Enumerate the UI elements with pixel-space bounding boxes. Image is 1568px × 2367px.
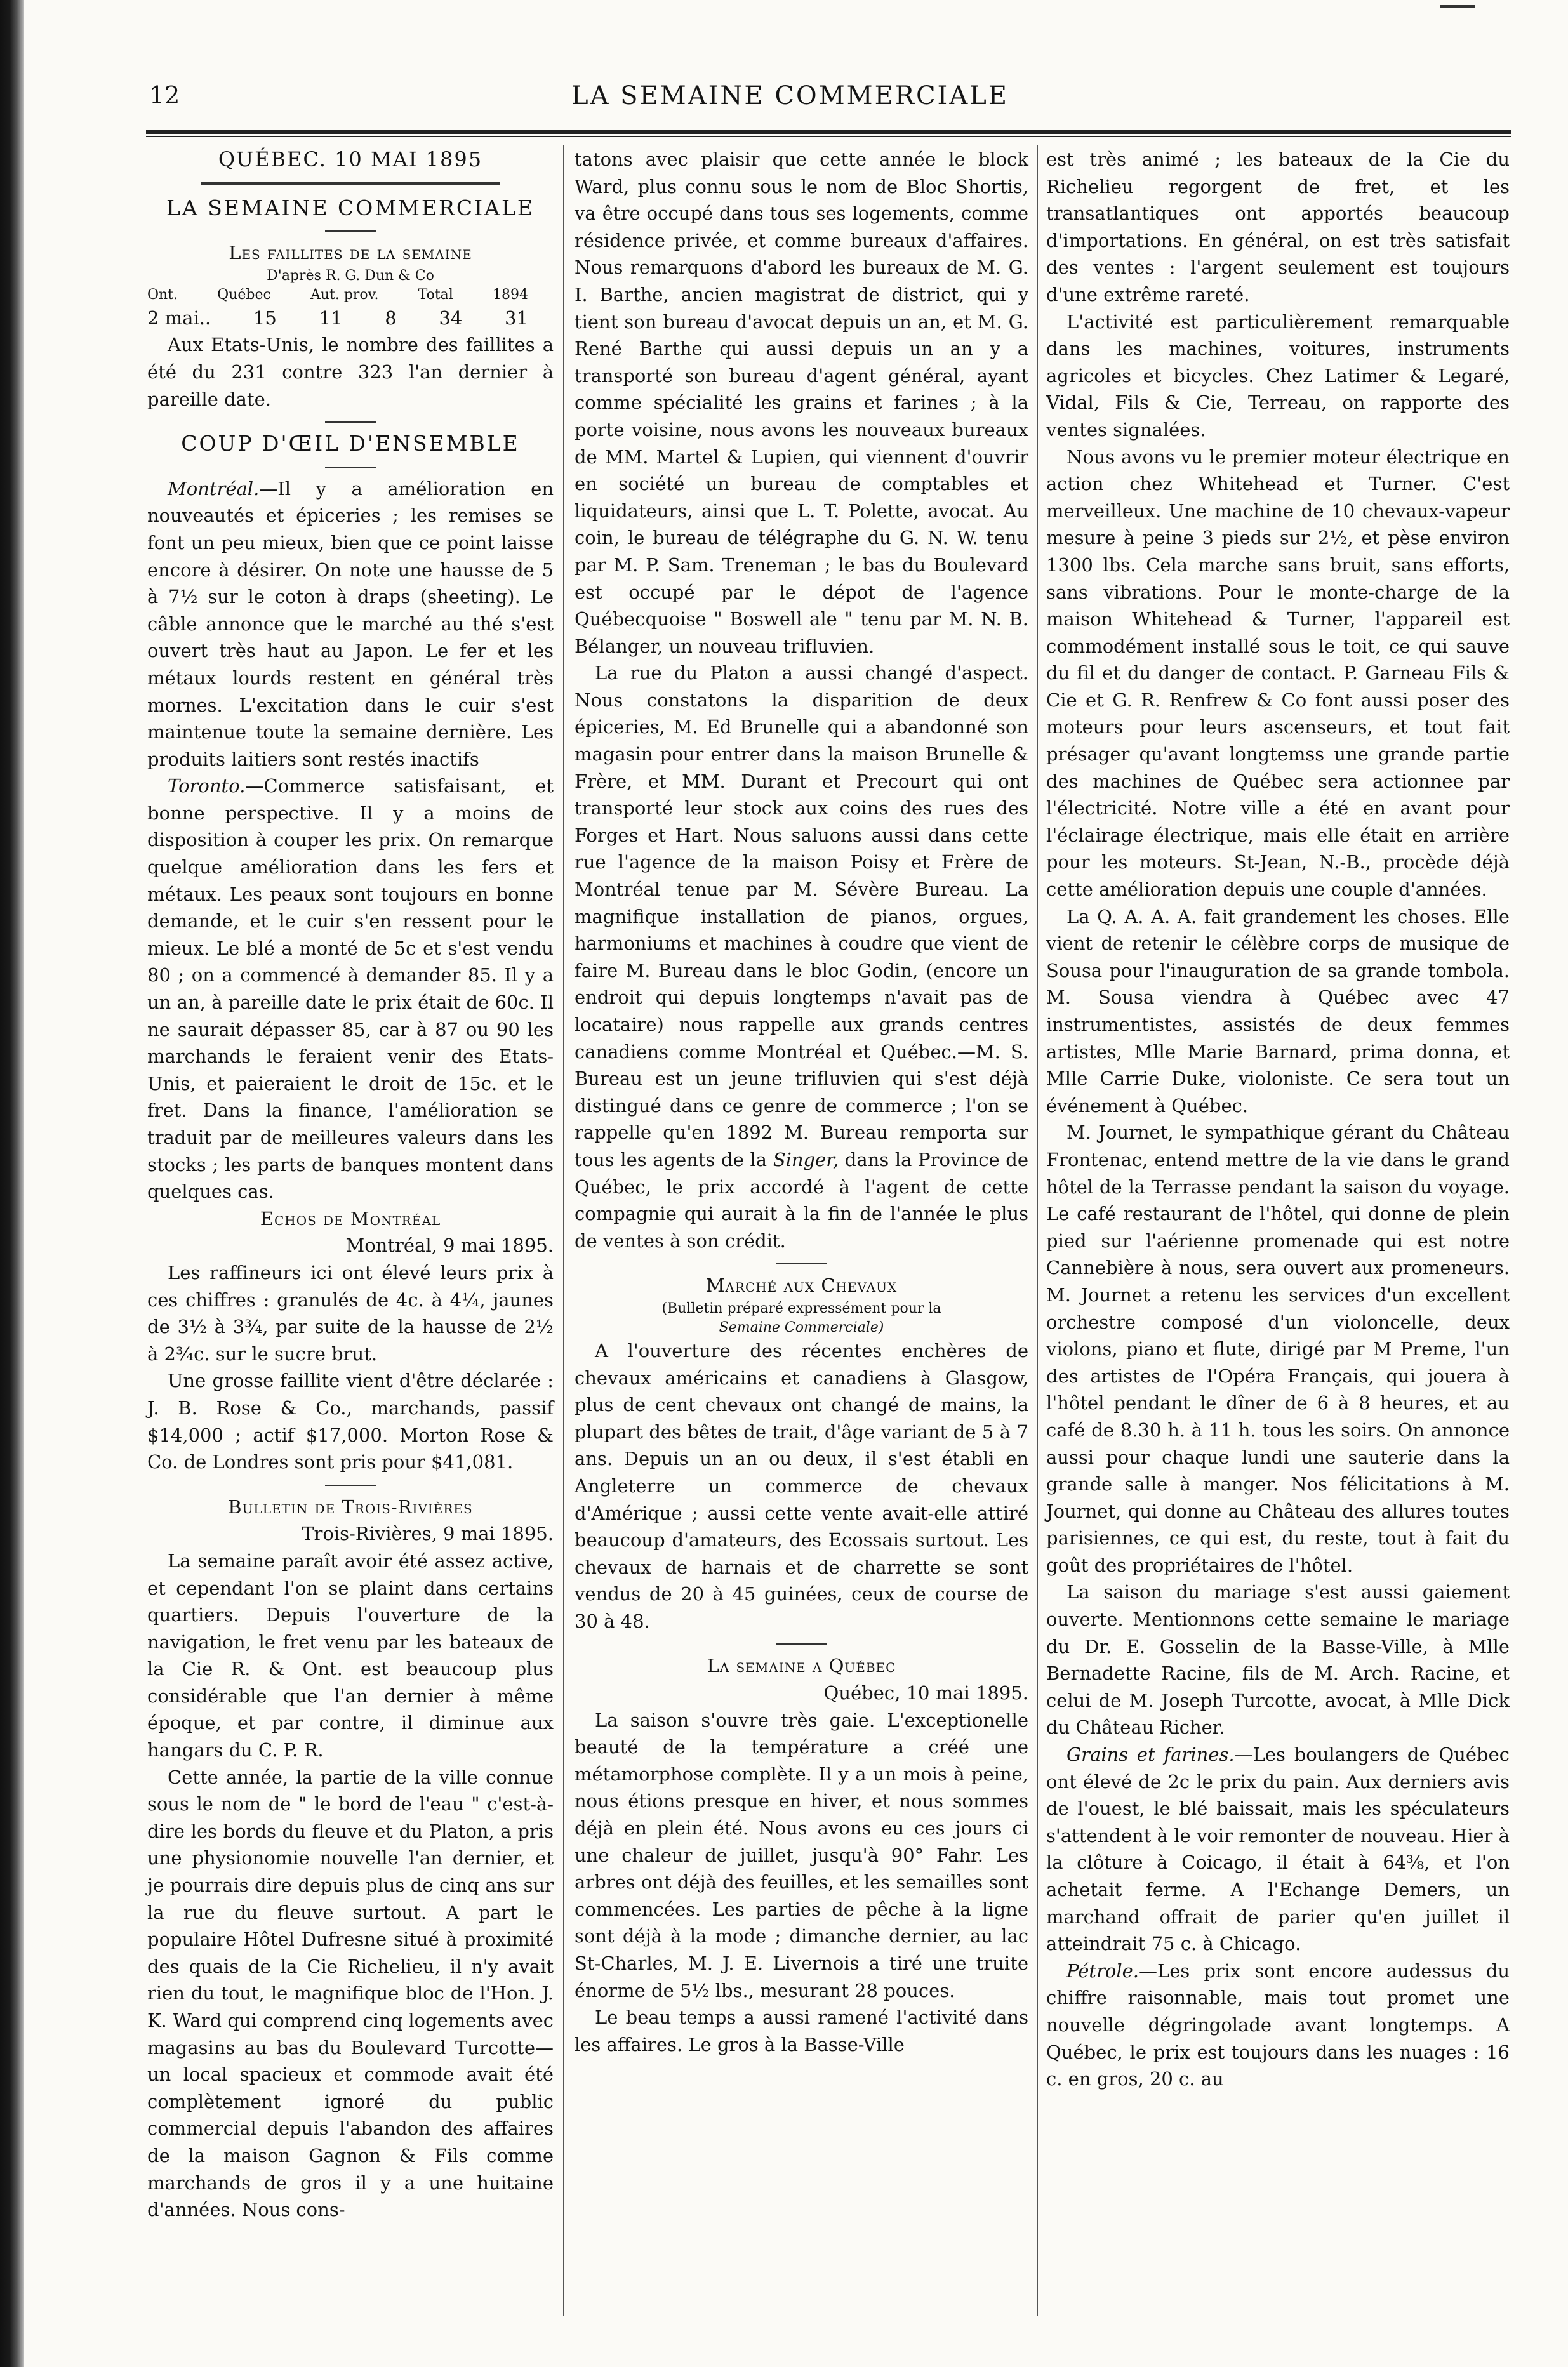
paragraph: M. Journet, le sympathique gérant du Château Frontenac, entend mettre de la vie dans le grand hôtel de la Terrasse pendant la saison du voyage. Le café restaurant de l'hôtel, qui donne de plein pied sur l'aérienne promenade qui est notre Cannebière à nous, sera ouvert aux promeneurs. M. Journet a retenu les services d'un excellent orchestre composé d'un violoncelle, deux violons, piano et flute, dirigé par M Preme, l'un des artistes de l'Opéra Français, qui jouera à l'hôtel pendant le dîner de 6 à 8 heures, et au café de 8.30 h. à 11 h. tous les soirs. On annonce aussi pour chaque lundi une sauterie dans la grande salle à manger. Nos félicitations à M. Journet, qui donne au Château des allures toutes parisiennes, ce qui est, du reste, tout à fait du goût des propriétaires de l'hôtel. xyxy=(1046,1122,1510,1576)
run-in-head: Montréal. xyxy=(168,477,260,500)
column-2 xyxy=(575,146,1028,2058)
running-head: LA SEMAINE COMMERCIALE xyxy=(571,81,1009,110)
paragraph: La rue du Platon a aussi changé d'aspect. Nous constatons la disparition de deux épiceries, M. Ed Brunelle qui a abandonné son magasin pour entrer dans la maison Brunelle & Frère, et MM. Durant et Precourt qui ont transporté leur stock aux coins des rues des Forges et Hart. Nous saluons aussi dans cette rue l'agence de la maison Poisy et Frère de Montréal tenue par M. Sévère Bureau. La magnifique installation de pianos, orgues, harmoniums et machines à coudre que vient de faire M. Bureau dans le bloc Godin, (encore un endroit qui depuis longtemps n'avait pas de locataire) nous rappelle aux grands centres canadiens comme Montréal et Québec.—M. S. Bureau est un jeune trifluvien qui s'est déjà distingué dans ce genre de commerce ; l'on se rappelle qu'en 1892 M. Bureau remporta sur tous les agents de la Singer, dans la Province de Québec, le prix accordé à l'agent de cette compagnie qui aurait à la fin de l'année le plus de ventes à son crédit. xyxy=(575,662,1029,1252)
divider xyxy=(325,467,376,468)
paragraph: Cette année, la partie de la ville connue sous le nom de " le bord de l'eau " c'est-à-dire les bords du fleuve et du Platon, a pris une physionomie nouvelle l'an dernier, et je pourrais dire depuis plus de cinq ans sur la rue du fleuve surtout. A part le populaire Hôtel Dufresne situé à proximité des quais de la Cie Richelieu, il n'y avait rien du tout, le magnifique bloc de l'Hon. J. K. Ward qui comprend cinq logements avec magasins au bas du Boulevard Turcotte—un local spacieux et commode avait été complètement ignoré du public commercial depuis l'abandon des affaires de la maison Gagnon & Fils comme marchands de gros il y a une huitaine d'années. Nous cons- xyxy=(147,1766,554,2221)
divider xyxy=(325,230,376,232)
scan-edge xyxy=(0,0,24,2367)
scan-mark xyxy=(1440,5,1475,8)
divider xyxy=(776,1263,827,1264)
divider xyxy=(776,1643,827,1645)
paragraph: Nous avons vu le premier moteur électrique en action chez Whitehead et Turner. C'est merveilleux. Une machine de 10 chevaux-vapeur mesure à peine 3 pieds sur 2½, et pèse environ 1300 lbs. Cela marche sans bruit, sans efforts, sans vibrations. Pour le monte-charge de la maison Whitehead & Turner, l'appareil est commodément installé sous le toit, ce qui sauve du fil et du danger de contact. P. Garneau Fils & Cie et G. R. Renfrew & Co font aussi poser des moteurs pour leurs ascenseurs, et tout fait présager qu'avant longtemss une grande partie des machines de Québec sera actionnee par l'électricité. Notre ville a été en avant pour l'éclairage électrique, mais elle était en arrière pour les moteurs. St-Jean, N.-B., procède déjà cette amélioration depuis une couple d'années. xyxy=(1046,446,1510,901)
failures-col: 1894 xyxy=(492,286,528,303)
section-title: Marché aux Chevaux xyxy=(705,1275,898,1297)
failures-col: Total xyxy=(418,286,453,303)
column-rule xyxy=(1037,145,1038,2316)
failures-value: 8 xyxy=(385,307,397,329)
section-title: Bulletin de Trois-Rivières xyxy=(228,1495,473,1518)
failures-date: 2 mai.. xyxy=(147,307,211,329)
section-title: COUP D'ŒIL D'ENSEMBLE xyxy=(181,431,520,456)
divider xyxy=(325,421,376,423)
emphasis: Singer, xyxy=(773,1148,839,1170)
run-in-head: Grains et farines. xyxy=(1066,1744,1235,1766)
section-subtitle: Semaine Commerciale) xyxy=(719,1319,884,1336)
failures-col: Québec xyxy=(217,286,271,303)
failures-value: 34 xyxy=(439,307,463,329)
paragraph: Aux Etats-Unis, le nombre des faillites a été du 231 contre 323 l'an dernier à pareille date. xyxy=(147,334,554,410)
masthead: LA SEMAINE COMMERCIALE xyxy=(166,195,535,220)
column-rule xyxy=(563,145,564,2316)
column-3 xyxy=(1046,146,1510,2093)
paragraph: Toronto.—Commerce satisfaisant, et bonne perspective. Il y a moins de disposition à couper les prix. On remarque quelque amélioration dans les fers et métaux. Les peaux sont toujours en bonne demande, et le cuir s'en ressent pour le mieux. Le blé a monté de 5c et s'est vendu 80 ; on a commencé à demander 85. Il y a un an, à pareille date le prix était de 60c. Il ne saurait dépasser 85, car à 87 ou 90 les marchands le feraient venir des Etats-Unis, et paieraient le droit de 15c. et le fret. Dans la finance, l'amélioration se traduit par de meilleures valeurs dans les stocks ; les parts de banques montent dans quelques cas. xyxy=(147,775,554,1203)
dateline: QUÉBEC. 10 MAI 1895 xyxy=(218,147,483,171)
section-title: Echos de Montréal xyxy=(260,1207,441,1230)
paragraph: Pétrole.—Les prix sont encore audessus du chiffre raisonnable, mais tout promet une nouvelle dégringolade avant longtemps. A Québec, le prix est toujours dans les nuages : 16 c. en gros, 20 c. au xyxy=(1046,1959,1510,2090)
failures-data-row xyxy=(147,305,554,332)
failures-col: Ont. xyxy=(147,286,178,303)
double-rule xyxy=(201,182,500,185)
run-in-head: Pétrole. xyxy=(1066,1959,1139,1982)
failures-value: 31 xyxy=(505,307,528,329)
run-in-head: Toronto. xyxy=(168,775,246,797)
paragraph: Grains et farines.—Les boulangers de Québec ont élevé de 2c le prix du pain. Aux derniers avis de l'ouest, le blé baissait, mais les spéculateurs s'attendent à le voir remonter de nouveau. Hier à la clôture à Coicago, il était à 64⅜, et l'on achetait ferme. A l'Echange Demers, un marchand offrait de parier qu'en juillet il atteindrait 75 c. à Chicago. xyxy=(1046,1744,1510,1955)
paragraph: A l'ouverture des récentes enchères de chevaux américains et canadiens à Glasgow, plus de cent chevaux ont changé de mains, la plupart des bêtes de trait, d'âge variant de 5 à 7 ans. Depuis un an ou deux, il s'est établi en Angleterre un commerce de chevaux d'Amérique ; aussi cette vente avait-elle attiré beaucoup d'amateurs, des Ecossais surtout. Les chevaux de harnais et de charrette se sont vendus de 20 à 45 guinées, ceux de course de 30 à 48. xyxy=(575,1339,1028,1632)
paragraph: L'activité est particulièrement remarquable dans les machines, voitures, instruments agricoles et bicycles. Chez Latimer & Legaré, Vidal, Fils & Cie, Terreau, on rapporte des ventes signalées. xyxy=(1046,310,1510,441)
paragraph: Une grosse faillite vient d'être déclarée : J. B. Rose & Co., marchands, passif $14,000 ; actif $17,000. Morton Rose & Co. de Londres sont pris pour $41,081. xyxy=(147,1370,554,1473)
column-1 xyxy=(147,146,554,2224)
paragraph: La semaine paraît avoir été assez active, et cependant l'on se plaint dans certains quartiers. Depuis l'ouverture de la navigation, le fret venu par les bateaux de la Cie R. & Ont. est beaucoup plus considérable que l'an dernier à même époque, et par contre, il diminue aux hangars du C. P. R. xyxy=(147,1549,554,1761)
failures-col: Aut. prov. xyxy=(310,286,379,303)
paragraph: est très animé ; les bateaux de la Cie du Richelieu regorgent de fret, et les transatlantiques ont apportés beaucoup d'importations. En général, on est très satisfait des ventes : l'argent seulement est toujours d'une extrême rareté. xyxy=(1046,149,1510,305)
header-rule xyxy=(146,130,1511,134)
header-rule-thin xyxy=(146,136,1511,137)
failures-header-row xyxy=(147,286,554,305)
failures-source: D'après R. G. Dun & Co xyxy=(267,267,434,284)
dateline: Québec, 10 mai 1895. xyxy=(823,1682,1028,1704)
dateline: Montréal, 9 mai 1895. xyxy=(345,1235,554,1257)
paragraph: Montréal.—Il y a amélioration en nouveautés et épiceries ; les remises se font un peu mieux, bien que ce point laisse encore à désirer. On note une hausse de 5 à 7½ sur le coton à draps (sheeting). Le câble annonce que le marché au thé s'est ouvert très haut au Japon. Le fer et les métaux lourds restent en général très mornes. L'excitation dans le cuir s'est maintenue toute la semaine dernière. Les produits laitiers sont restés inactifs xyxy=(147,477,554,770)
failures-title: Les faillites de la semaine xyxy=(229,242,472,264)
failures-value: 15 xyxy=(253,307,277,329)
section-subtitle: (Bulletin préparé expressément pour la xyxy=(661,1300,941,1316)
failures-value: 11 xyxy=(319,307,343,329)
page-number: 12 xyxy=(149,81,180,109)
paragraph: La saison du mariage s'est aussi gaiement ouverte. Mentionnons cette semaine le mariage du Dr. E. Gosselin de la Basse-Ville, à Mlle Bernadette Racine, fils de M. Arch. Racine, et celui de M. Joseph Turcotte, avocat, à Mlle Dick du Château Richer. xyxy=(1046,1581,1510,1739)
dateline: Trois-Rivières, 9 mai 1895. xyxy=(302,1523,554,1545)
paragraph: tatons avec plaisir que cette année le block Ward, plus connu sous le nom de Bloc Shortis, va être occupé dans tous ses logements, comme résidence privée, et comme bureaux d'affaires. Nous remarquons d'abord les bureaux de M. G. I. Barthe, ancien magistrat de district, qui y tient son bureau d'avocat depuis un an, et M. G. René Barthe qui aussi depuis un an y a transporté son bureau d'agent général, ayant comme spécialité les grains et farines ; à la porte voisine, nous avons les nouveaux bureaux de MM. Martel & Lupien, qui viennent d'ouvrir en société un bureau de comptables et liquidateurs, ainsi que L. T. Polette, avocat. Au coin, le bureau de télégraphe du G. N. W. tenu par M. P. Sam. Treneman ; le bas du Boulevard est occupé par le dépot de l'agence Québecquoise " Boswell ale " tenu par M. N. B. Bélanger, un nouveau trifluvien. xyxy=(575,149,1028,657)
paragraph: Le beau temps a aussi ramené l'activité dans les affaires. Le gros à la Basse-Ville xyxy=(575,2006,1028,2055)
paragraph: La saison s'ouvre très gaie. L'exceptionelle beauté de la température a créé une métamorphose complète. Il y a un mois à peine, nous étions presque en hiver, et nous sommes déjà en plein été. Nous avons eu ces jours ci une chaleur de juillet, jusqu'à 90° Fahr. Les arbres ont déjà des feuilles, et les semailles sont commencées. Les parties de pêche à la ligne sont déjà à la mode ; dimanche dernier, au lac St-Charles, M. J. E. Livernois a tiré une truite énorme de 5½ lbs., mesurant 28 pouces. xyxy=(575,1709,1028,2001)
divider xyxy=(325,1485,376,1486)
paragraph: La Q. A. A. A. fait grandement les choses. Elle vient de retenir le célèbre corps de musique de Sousa pour l'inauguration de sa grande tombola. M. Sousa viendra à Québec avec 47 instrumentistes, assistés de deux femmes artistes, Mlle Marie Barnard, prima donna, et Mlle Carrie Duke, violoniste. Ce sera tout un événement à Québec. xyxy=(1046,905,1510,1117)
paragraph: Les raffineurs ici ont élevé leurs prix à ces chiffres : granulés de 4c. à 4¼, jaunes de 3½ à 3¾, par suite de la hausse de 2½ à 2¾c. sur le sucre brut. xyxy=(147,1261,554,1365)
section-title: La semaine a Québec xyxy=(707,1655,896,1677)
